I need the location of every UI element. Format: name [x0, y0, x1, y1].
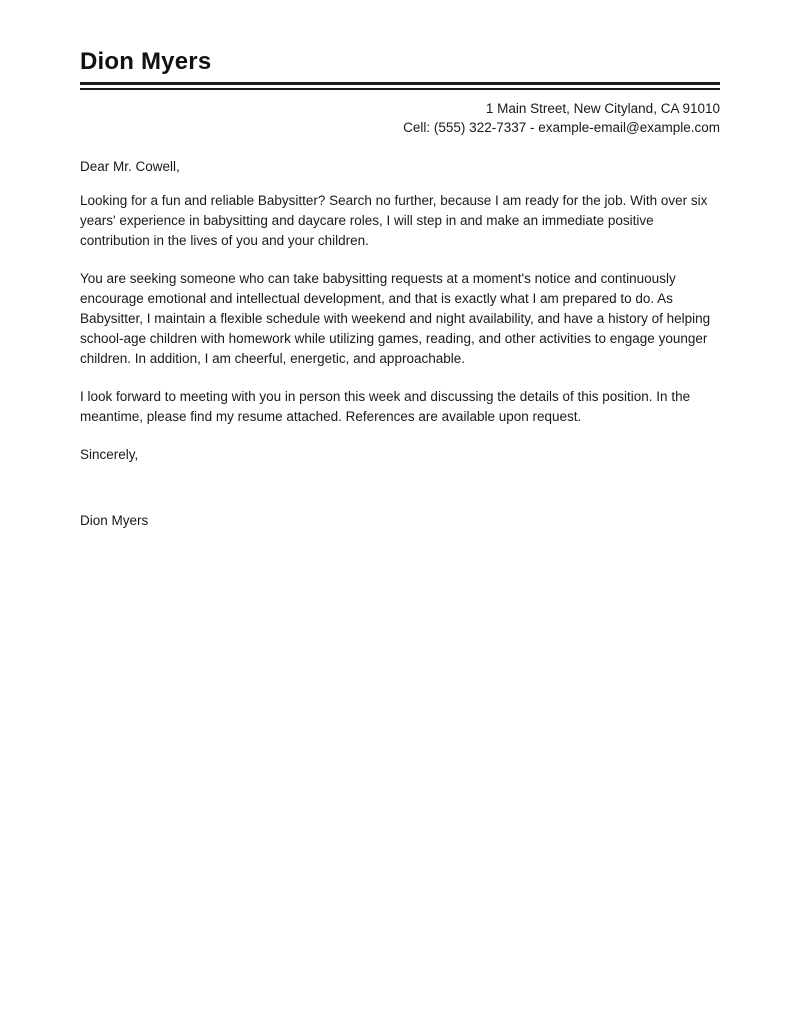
paragraph-3: I look forward to meeting with you in person this week and discussing the details of this position. In the meantime, please find my resume attached. References are available upon request.: [80, 389, 691, 424]
divider-rule-bottom: [80, 88, 720, 90]
header-divider: [80, 82, 720, 90]
contact-info: [80, 100, 720, 137]
letter-body: [80, 157, 720, 531]
paragraph-2: You are seeking someone who can take babysitting requests at a moment's notice and continuously encourage emotional and intellectual development, and that is exactly what I am prepared to do. As Babysitter, I maintain a flexible schedule with weekend and night availability, and have a history of helping school-age children with homework while utilizing games, reading, and other activities to engage younger children. In addition, I am cheerful, energetic, and approachable.: [80, 271, 711, 366]
paragraph-1: Looking for a fun and reliable Babysitter? Search no further, because I am ready for the job. With over six years' experience in babysitting and daycare roles, I will step in and make an immediate positive contribution in the lives of you and your children.: [80, 193, 708, 248]
address-line: 1 Main Street, New Cityland, CA 91010: [485, 101, 720, 116]
sender-name: Dion Myers: [80, 48, 212, 75]
valediction: Sincerely,: [80, 447, 139, 462]
signature-name: Dion Myers: [80, 513, 149, 528]
greeting: Dear Mr. Cowell,: [80, 159, 180, 174]
contact-line: Cell: (555) 322-7337 - example-email@example.com: [403, 120, 720, 135]
letter-header: [80, 48, 720, 137]
letter-content: [80, 48, 720, 531]
